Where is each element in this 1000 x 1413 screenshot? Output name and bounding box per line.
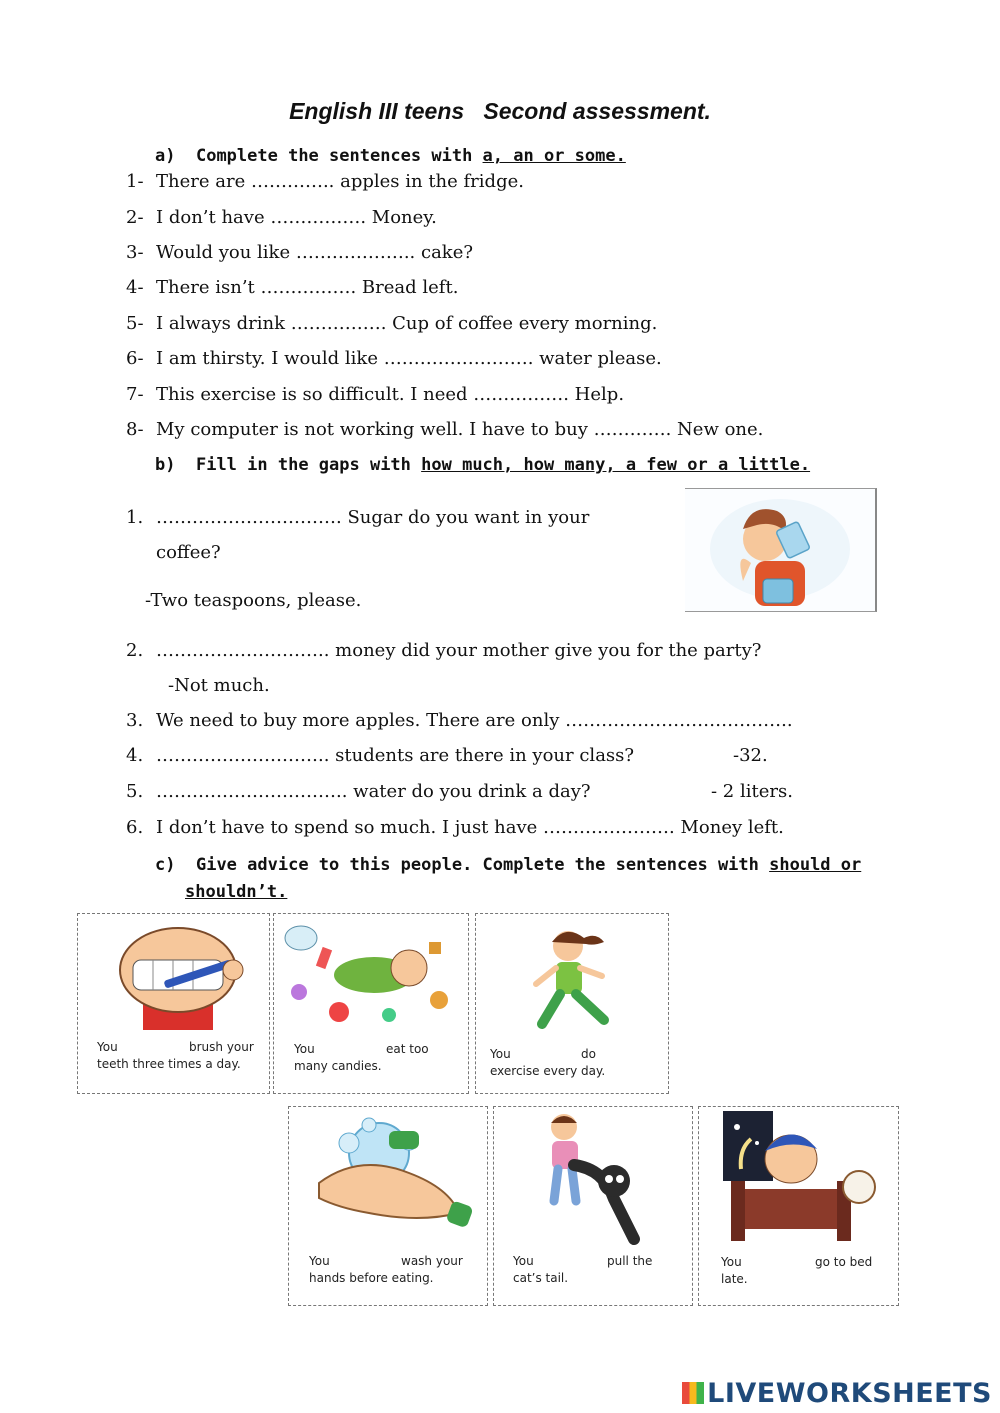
section-b-item: 1. …………………………. Sugar do you want in your	[126, 507, 590, 528]
section-b-answer: -Two teaspoons, please.	[145, 590, 362, 611]
section-a-item: 7- This exercise is so difficult. I need ……………. Help.	[126, 384, 625, 405]
boy-drinking-illustration	[685, 489, 875, 611]
section-b-answer: -Not much.	[168, 675, 270, 696]
advice-card-wash-hands	[288, 1106, 488, 1306]
advice-caption: You go to bed late.	[721, 1255, 873, 1286]
advice-card-candies	[273, 913, 469, 1094]
page-title: English III teens Second assessment.	[289, 98, 711, 124]
section-b-item: 3. We need to buy more apples. There are only ………………………………..	[126, 710, 793, 731]
advice-card-brush-teeth	[77, 913, 270, 1094]
advice-caption: You brush your teeth three times a day.	[97, 1040, 254, 1071]
section-b-item-continued: coffee?	[156, 542, 221, 563]
section-b-heading: b) Fill in the gaps with how much, how many, a few or a little.	[155, 455, 811, 475]
section-c-heading: c) Give advice to this people. Complete the sentences with should or shouldn’t.	[155, 855, 862, 902]
section-a-item: 8- My computer is not working well. I have to buy …………. New one.	[126, 419, 764, 440]
candies-illustration	[279, 920, 464, 1030]
brushing-teeth-illustration	[103, 922, 253, 1030]
advice-card-exercise	[475, 913, 669, 1094]
section-a-item: 6- I am thirsty. I would like ……………………. water please.	[126, 348, 662, 369]
section-b-item: 2. ……………………….. money did your mother give you for the party?	[126, 640, 762, 661]
boy-drinking-image	[685, 488, 877, 612]
section-b-answer: -32.	[733, 745, 768, 766]
section-a-item: 4- There isn’t ……………. Bread left.	[126, 277, 459, 298]
advice-card-cat-tail	[493, 1106, 693, 1306]
section-a-item: 5- I always drink ……………. Cup of coffee every morning.	[126, 313, 658, 334]
running-girl-illustration	[516, 924, 636, 1036]
advice-caption: You do exercise every day.	[490, 1047, 606, 1078]
logo-mark-icon	[682, 1382, 704, 1404]
advice-caption: You eat too many candies.	[294, 1042, 429, 1073]
washing-hands-illustration	[299, 1113, 479, 1243]
advice-caption: You wash your hands before eating.	[309, 1254, 463, 1285]
section-a-heading: a) Complete the sentences with a, an or some.	[155, 146, 626, 166]
section-a-item: 2- I don’t have ……………. Money.	[126, 207, 437, 228]
section-b-item: 6. I don’t have to spend so much. I just have …………………. Money left.	[126, 817, 784, 838]
section-a-item: 1- There are ………….. apples in the fridge.	[126, 171, 524, 192]
section-a-item: 3- Would you like ……………….. cake?	[126, 242, 474, 263]
section-b-item: 4. ……………………….. students are there in your class?	[126, 745, 635, 766]
bedtime-illustration	[721, 1109, 881, 1245]
boy-pulling-cat-illustration	[534, 1109, 654, 1245]
section-b-answer: - 2 liters.	[711, 781, 793, 802]
section-b-item: 5. ………………………….. water do you drink a day?	[126, 781, 591, 802]
advice-card-bed-late	[698, 1106, 899, 1306]
liveworksheets-logo[interactable]: LIVEWORKSHEETS	[682, 1378, 992, 1409]
advice-caption: You pull the cat’s tail.	[513, 1254, 653, 1285]
